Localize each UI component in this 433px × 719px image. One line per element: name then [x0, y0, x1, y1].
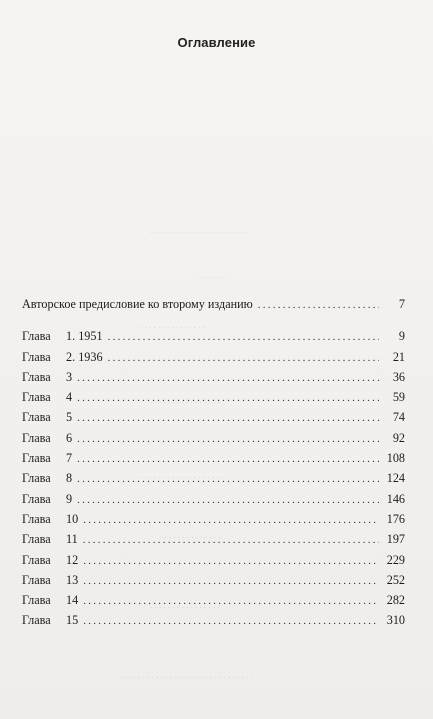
- toc-page-number: 124: [386, 471, 405, 486]
- chapter-number: 15: [66, 613, 79, 628]
- toc-page-number: 7: [398, 297, 405, 311]
- dot-leader: [77, 388, 379, 408]
- chapter-number: 10: [66, 511, 79, 526]
- toc-entry-chapter[interactable]: [22, 509, 405, 529]
- chapter-word: Глава: [22, 369, 51, 384]
- chapter-number: 3: [66, 369, 73, 384]
- chapter-number: 8: [66, 471, 73, 486]
- toc-page-number: 36: [392, 369, 405, 384]
- toc-entry-chapter[interactable]: [22, 590, 405, 610]
- chapter-number: 13: [66, 572, 79, 587]
- chapter-word: Глава: [22, 430, 51, 445]
- toc-entry-chapter[interactable]: [22, 347, 405, 367]
- toc-page-number: 252: [386, 572, 405, 587]
- toc-page-number: 146: [386, 491, 405, 506]
- table-of-contents: [22, 294, 405, 631]
- dot-leader: [108, 348, 379, 368]
- chapter-word: Глава: [22, 511, 51, 526]
- dot-leader: [83, 571, 379, 591]
- toc-page-number: 229: [386, 552, 405, 567]
- toc-entry-chapter[interactable]: [22, 448, 405, 468]
- chapter-number: 12: [66, 552, 79, 567]
- toc-entry-preface[interactable]: [22, 294, 405, 314]
- toc-page-number: 74: [392, 410, 405, 425]
- toc-page-number: 21: [392, 349, 405, 364]
- chapter-number: 4: [66, 390, 73, 405]
- chapter-word: Глава: [22, 613, 51, 628]
- page-title: Оглавление: [177, 35, 256, 50]
- toc-page-number: 282: [386, 593, 405, 608]
- chapter-number: 14: [66, 593, 79, 608]
- toc-page-number: 310: [386, 613, 405, 628]
- chapter-word: Глава: [22, 390, 51, 405]
- chapter-word: Глава: [22, 349, 51, 364]
- chapter-word: Глава: [22, 532, 51, 547]
- dot-leader: [77, 490, 379, 510]
- dot-leader: [77, 408, 379, 428]
- toc-page-number: 176: [386, 511, 405, 526]
- dot-leader: [83, 611, 379, 631]
- dot-leader: [83, 510, 379, 530]
- chapter-word: Глава: [22, 491, 51, 506]
- show-through-text: . . . . . . . . . . . . . . . . . . . . . . . . . . . . . . . . . . . . . . . . . . . . . . . . . . . . . . . . . . . . . . . . . . . . . . . . . . . . . . . . . . . . . . . . . . . . . . . . . . . . . . . . . . . . . . . . . . . . . . . . . . . . . . . . . . . . . . . . . . . . . . . .: [120, 226, 253, 680]
- toc-entry-chapter[interactable]: [22, 610, 405, 630]
- toc-page-number: 108: [386, 451, 405, 466]
- chapter-number: 5: [66, 410, 73, 425]
- toc-entry-label: Авторское предисловие ко второму изданию: [22, 297, 253, 311]
- dot-leader: [77, 368, 379, 388]
- chapter-word: Глава: [22, 572, 51, 587]
- chapter-list: [22, 326, 405, 630]
- toc-entry-chapter[interactable]: [22, 326, 405, 346]
- dot-leader: [108, 327, 379, 347]
- dot-leader: [83, 591, 379, 611]
- toc-entry-chapter[interactable]: [22, 428, 405, 448]
- chapter-number: 6: [66, 430, 73, 445]
- toc-entry-chapter[interactable]: [22, 468, 405, 488]
- chapter-number: 2. 1936: [66, 349, 103, 364]
- chapter-number: 9: [66, 491, 73, 506]
- chapter-word: Глава: [22, 410, 51, 425]
- dot-leader: [83, 551, 379, 571]
- toc-entry-chapter[interactable]: [22, 367, 405, 387]
- chapter-number: 1. 1951: [66, 329, 103, 344]
- dot-leader: [83, 530, 379, 550]
- dot-leader: [258, 295, 379, 315]
- toc-entry-chapter[interactable]: [22, 550, 405, 570]
- chapter-number: 11: [66, 532, 78, 547]
- chapter-word: Глава: [22, 451, 51, 466]
- toc-page-number: 92: [392, 430, 405, 445]
- dot-leader: [77, 449, 379, 469]
- chapter-word: Глава: [22, 593, 51, 608]
- toc-entry-chapter[interactable]: [22, 529, 405, 549]
- chapter-word: Глава: [22, 329, 51, 344]
- chapter-number: 7: [66, 451, 73, 466]
- chapter-word: Глава: [22, 552, 51, 567]
- toc-entry-chapter[interactable]: [22, 387, 405, 407]
- toc-entry-chapter[interactable]: [22, 407, 405, 427]
- toc-page-number: 197: [386, 532, 405, 547]
- toc-page-number: 59: [392, 390, 405, 405]
- toc-entry-chapter[interactable]: [22, 489, 405, 509]
- dot-leader: [77, 469, 379, 489]
- chapter-word: Глава: [22, 471, 51, 486]
- toc-page-number: 9: [398, 329, 405, 344]
- dot-leader: [77, 429, 379, 449]
- toc-entry-chapter[interactable]: [22, 570, 405, 590]
